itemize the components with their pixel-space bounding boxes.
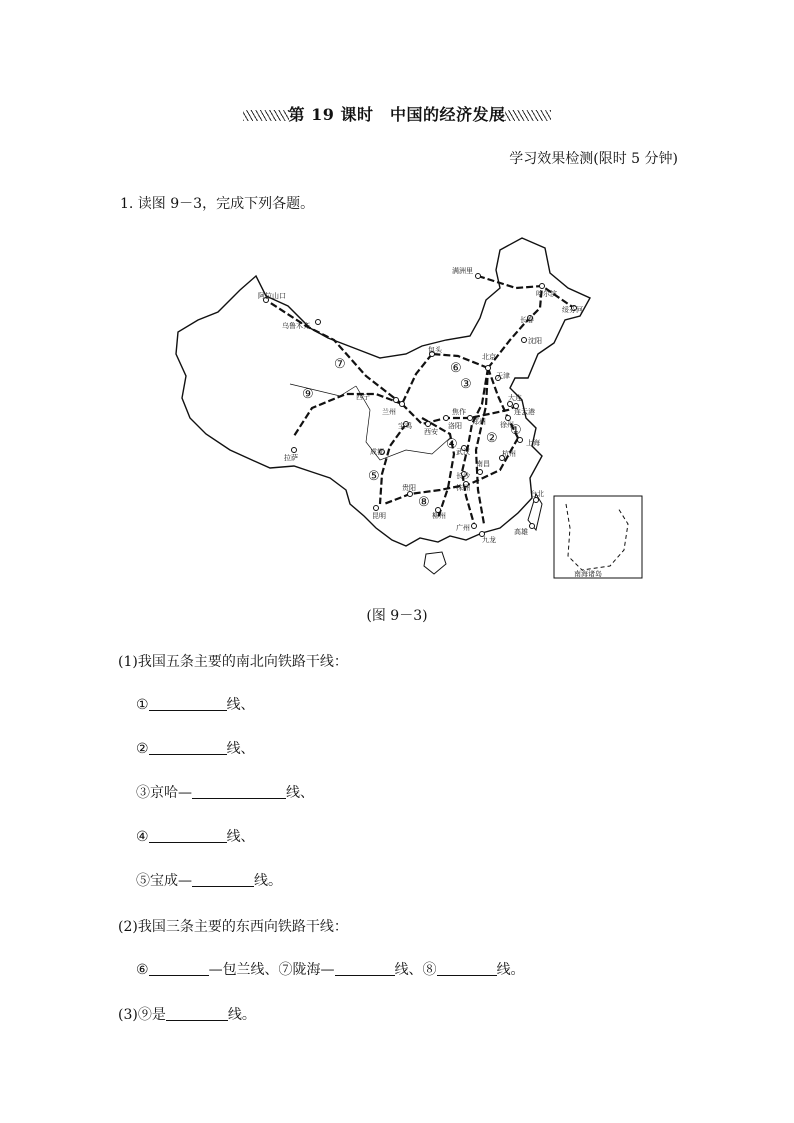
city-label: 长沙 [456, 472, 470, 480]
city-label: 包头 [428, 346, 442, 354]
city-label: 宝鸡 [398, 422, 412, 430]
railway-line-number: ⑥ [450, 361, 462, 376]
section-subtitle: 学习效果检测(限时 5 分钟) [509, 151, 678, 167]
rail-baocheng [380, 424, 406, 504]
title-text: 第 19 课时 中国的经济发展 [288, 105, 506, 124]
part1-item-4: ④ 线、 [136, 829, 255, 845]
rail-baolan [402, 354, 432, 404]
railway-line-number: ⑨ [302, 387, 314, 402]
city-label: 台北 [530, 490, 544, 498]
hatch-decoration-right [505, 110, 551, 121]
answer-blank[interactable] [149, 696, 227, 711]
city-label: 满洲里 [452, 267, 473, 275]
part2-label: (2)我国三条主要的东西向铁路干线： [118, 919, 348, 935]
city-label: 九龙 [482, 536, 496, 544]
part1-item-2: ② 线、 [136, 741, 255, 757]
railway-line-number: ⑧ [418, 495, 430, 510]
city-label: 哈尔滨 [536, 290, 557, 298]
part1-label: (1)我国五条主要的南北向铁路干线： [118, 654, 348, 670]
city-label: 乌鲁木齐 [282, 322, 310, 330]
south-china-sea-inset [554, 496, 642, 578]
rail-jingha [488, 286, 542, 368]
answer-blank[interactable] [192, 784, 286, 799]
city-label: 郑州 [472, 418, 486, 426]
city-label: 连云港 [514, 408, 535, 416]
city-label: 高雄 [514, 528, 528, 536]
city-label: 徐州 [500, 421, 514, 429]
answer-blank[interactable] [335, 961, 395, 976]
question-stem: 1. 读图 9－3，完成下列各题。 [120, 196, 315, 212]
city-label: 洛阳 [448, 422, 462, 430]
inset-label: 南海诸岛 [574, 570, 602, 578]
part1-item-1: ① 线、 [136, 697, 255, 713]
railway-line-number: ① [510, 423, 522, 438]
answer-blank[interactable] [192, 872, 254, 887]
city-label: 沈阳 [528, 337, 542, 345]
city-label: 贵阳 [402, 484, 416, 492]
city-label: 西安 [424, 428, 438, 436]
city-label: 柳州 [432, 512, 446, 520]
city-label: 大连 [508, 394, 522, 402]
hatch-decoration-left [243, 110, 289, 121]
city-label: 昆明 [372, 512, 386, 520]
city-label: 兰州 [382, 408, 396, 416]
city-label: 绥芬河 [562, 306, 583, 314]
city-label: 广州 [456, 524, 470, 532]
answer-blank[interactable] [437, 961, 497, 976]
city-label: 成都 [370, 448, 384, 456]
answer-blank[interactable] [149, 961, 209, 976]
city-label: 武汉 [456, 448, 470, 456]
city-label: 长春 [520, 316, 534, 324]
part2-line: ⑥ —包兰线、⑦陇海— 线、⑧ 线。 [136, 962, 525, 978]
city-label: 上海 [526, 439, 540, 447]
page-title [0, 102, 794, 125]
railway-line-number: ③ [460, 377, 472, 392]
city-label: 天津 [496, 372, 510, 380]
answer-blank[interactable] [166, 1006, 228, 1021]
city-label: 阿拉山口 [258, 292, 286, 300]
answer-blank[interactable] [149, 828, 227, 843]
answer-blank[interactable] [149, 740, 227, 755]
part1-item-5: ⑤宝成— 线。 [136, 873, 282, 889]
part3-line: (3)⑨是 线。 [118, 1007, 256, 1023]
china-outline [176, 238, 590, 546]
railway-line-number: ⑦ [334, 357, 346, 372]
figure-caption: (图 9－3) [366, 608, 428, 624]
city-label: 杭州 [502, 450, 516, 458]
railway-line-number: ⑤ [368, 469, 380, 484]
city-label: 南昌 [476, 460, 490, 468]
part1-item-3: ③京哈— 线、 [136, 785, 314, 801]
china-railway-map [170, 228, 650, 588]
railway-line-number: ② [486, 431, 498, 446]
railway-line-number: ④ [446, 437, 458, 452]
city-label: 株洲 [456, 484, 470, 492]
rail-jingjiu [476, 368, 488, 524]
rail-lanxin [266, 300, 402, 404]
city-label: 焦作 [452, 408, 466, 416]
hainan-island [424, 552, 446, 574]
city-label: 西宁 [356, 393, 370, 401]
city-label: 北京 [482, 353, 496, 361]
city-label: 拉萨 [284, 454, 298, 462]
